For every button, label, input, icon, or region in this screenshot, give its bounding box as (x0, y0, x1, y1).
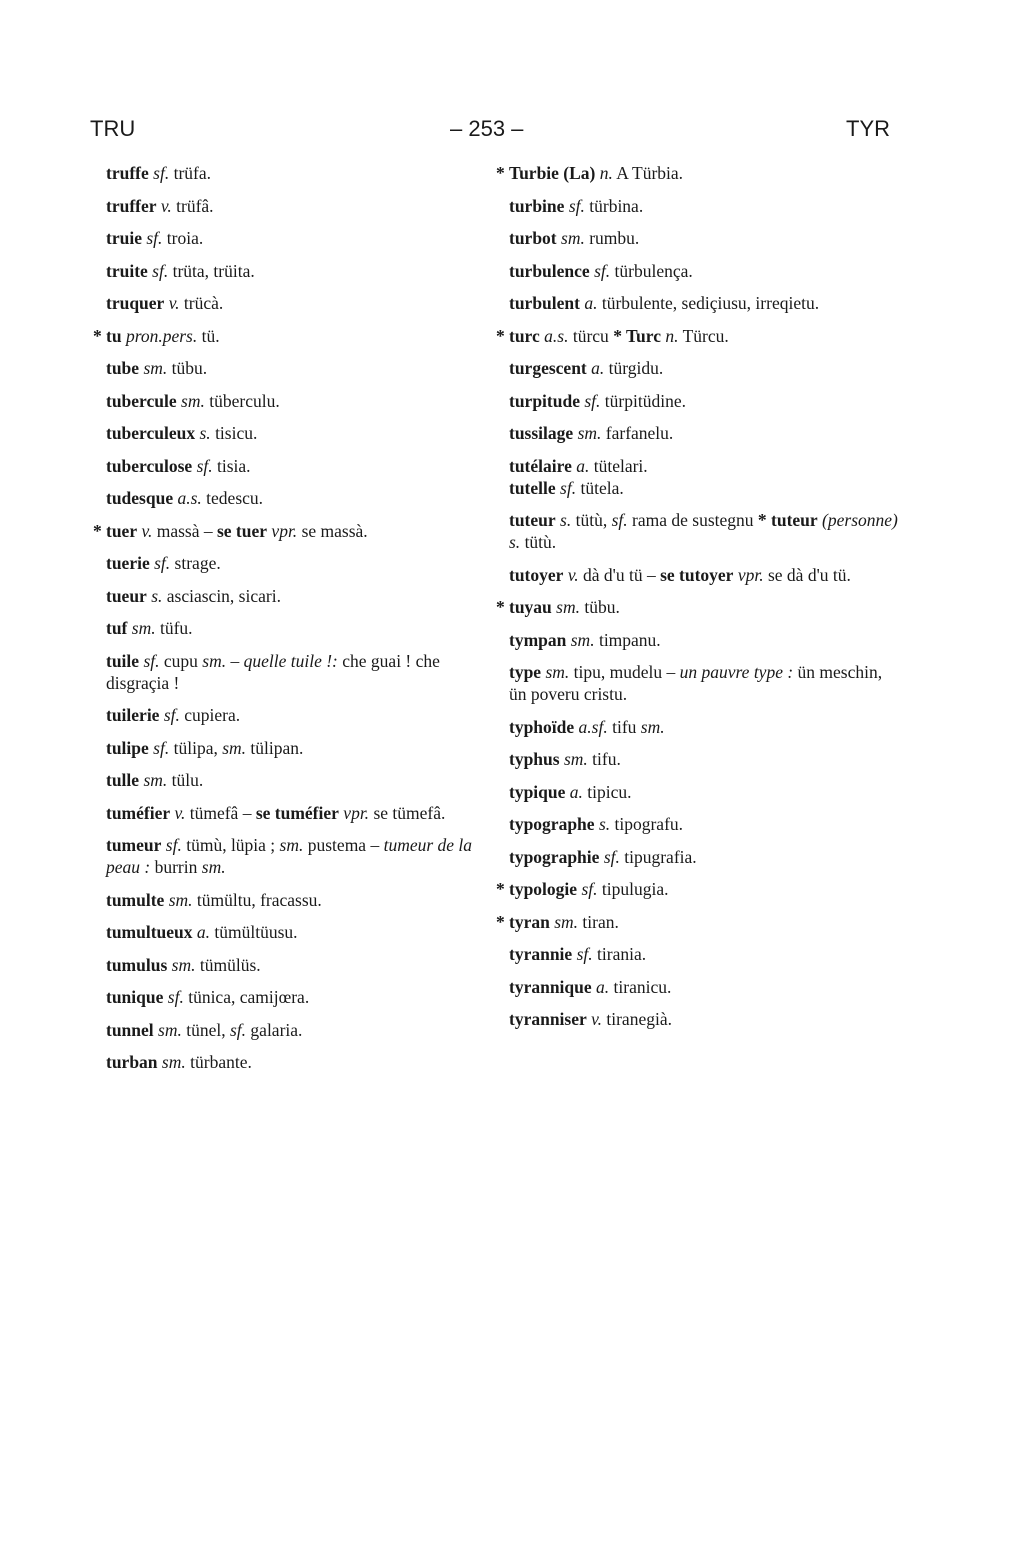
grammar-label: sm. (554, 911, 579, 932)
dictionary-entry (503, 227, 898, 249)
grammar-label: sm. (563, 749, 588, 769)
dictionary-entry (503, 260, 898, 282)
translation-text: tünica, camijœra. (183, 987, 310, 1007)
headword: tueur (106, 585, 147, 606)
dictionary-entry (100, 260, 485, 282)
translation-text: tümülüs. (195, 954, 261, 975)
grammar-label: sm. (161, 1052, 186, 1072)
translation-text: A Türbia. (612, 163, 684, 183)
translation-text: tütù. (520, 532, 557, 552)
grammar-label: sf. (152, 260, 169, 281)
grammar-label: sm. (279, 835, 304, 855)
headword: tuer (106, 520, 138, 541)
headword: tumultueux (106, 922, 193, 942)
dictionary-entry (100, 769, 485, 791)
grammar-label: vpr. (343, 802, 370, 823)
translation-text: rama de sustegnu (627, 510, 758, 530)
translation-text: se tümefâ. (369, 802, 446, 823)
dictionary-entry (503, 422, 898, 444)
translation-text: tiran. (578, 911, 619, 932)
dictionary-entry (503, 813, 898, 835)
translation-text: tisicu. (210, 423, 258, 443)
translation-text: strage. (170, 553, 221, 573)
running-head-right: TYR (846, 116, 890, 141)
dictionary-entry (100, 487, 485, 509)
headword: typhoïde (509, 716, 575, 737)
dictionary-entry (503, 195, 898, 217)
dictionary-entry (503, 357, 898, 379)
translation-text: tümù, lüpia ; (181, 835, 280, 855)
dictionary-entry (93, 520, 485, 542)
headword: * tuteur (757, 510, 818, 530)
headword: turban (106, 1052, 158, 1072)
grammar-label: s. (151, 585, 163, 606)
headword: tuméfier (106, 802, 171, 823)
dictionary-entry (100, 552, 485, 574)
translation-text: cupiera. (179, 705, 241, 725)
translation-text: tipicu. (582, 781, 632, 802)
headword: turbulence (509, 260, 590, 281)
grammar-label: sm. (545, 662, 570, 682)
headword: turgescent (509, 358, 587, 378)
translation-text: burrin (150, 857, 202, 877)
dictionary-entry (100, 1019, 485, 1041)
grammar-label: n. (599, 163, 613, 183)
grammar-label: sm. (201, 857, 226, 877)
dictionary-entry (100, 422, 485, 444)
dictionary-entry (100, 292, 485, 314)
dictionary-entry (100, 195, 485, 217)
headword: truffer (106, 195, 157, 216)
translation-text: tülipan. (246, 737, 304, 758)
dictionary-entry (503, 390, 898, 412)
grammar-label: sf. (611, 510, 628, 530)
translation-text: tümültüusu. (210, 922, 298, 942)
grammar-label: a. (591, 358, 605, 378)
dictionary-entry (100, 585, 485, 607)
headword: tuilerie (106, 705, 160, 725)
translation-text: tiranegià. (602, 1009, 672, 1029)
headword: truie (106, 228, 142, 248)
grammar-label: sm. (171, 954, 196, 975)
translation-text: tübu. (580, 597, 620, 617)
grammar-label: s. (199, 423, 211, 443)
page-header (90, 116, 890, 146)
grammar-label: sm. (222, 737, 247, 758)
grammar-label: sf. (165, 835, 182, 855)
grammar-label: sf. (196, 455, 213, 476)
translation-text: timpanu. (594, 629, 661, 650)
translation-text: tedescu. (201, 488, 264, 508)
grammar-label: sm. (168, 889, 193, 910)
translation-text: tütela. (576, 477, 624, 498)
headword: tyrannique (509, 976, 592, 997)
dictionary-entry (496, 162, 898, 184)
dictionary-entry (100, 802, 485, 824)
grammar-label: a. (584, 293, 598, 313)
headword: truquer (106, 293, 165, 313)
new-entry-marker: * (93, 325, 102, 346)
headword: se tuméfier (255, 802, 339, 823)
grammar-label: sm. (181, 390, 205, 411)
grammar-label: sf. (143, 650, 160, 671)
translation-text: tütù, (571, 510, 612, 530)
new-entry-marker: * (496, 879, 505, 899)
headword: tumulte (106, 889, 165, 910)
translation-text: türbulente, sediçiusu, irreqietu. (597, 293, 820, 313)
headword: tulle (106, 770, 140, 790)
headword: typologie (509, 879, 578, 899)
grammar-label: vpr. (737, 564, 764, 585)
translation-text: pustema – (303, 835, 384, 855)
running-head-left: TRU (90, 116, 136, 141)
grammar-label: sf. (153, 737, 170, 758)
dictionary-entry (503, 455, 898, 477)
headword: tumeur (106, 835, 162, 855)
translation-text: tünel, (181, 1019, 230, 1040)
grammar-label: a. (596, 976, 610, 997)
grammar-label: sf. (584, 390, 601, 411)
headword: tutoyer (509, 564, 564, 585)
headword: turbot (509, 228, 557, 248)
grammar-label: vpr. (271, 520, 298, 541)
translation-text: tifu. (587, 749, 621, 769)
grammar-label: pron.pers. (125, 325, 198, 346)
translation-text: Türcu. (678, 325, 729, 346)
headword: tussilage (509, 423, 574, 443)
grammar-label: v. (591, 1009, 602, 1029)
headword: * Turc (613, 325, 662, 346)
dictionary-entry (100, 889, 485, 911)
translation-text: dà d'u tü – (578, 564, 661, 585)
translation-text: tipugrafia. (619, 846, 697, 867)
new-entry-marker: * (93, 520, 102, 541)
dictionary-entry (100, 921, 485, 943)
grammar-label: sm. (143, 358, 168, 378)
translation-text: tiranicu. (609, 976, 672, 997)
grammar-label: sf. (153, 163, 170, 183)
headword: tuerie (106, 553, 150, 573)
grammar-label: a. (196, 922, 211, 942)
headword: tumulus (106, 954, 168, 975)
grammar-label: a.s. (177, 488, 202, 508)
grammar-label: sf. (576, 944, 593, 964)
dictionary-entry (503, 292, 898, 314)
translation-text: tümefâ – (185, 802, 256, 823)
headword: type (509, 662, 542, 682)
translation-text: tütelari. (589, 455, 648, 476)
dictionary-entry (100, 357, 485, 379)
grammar-label: tumeur de la peau : (106, 835, 473, 877)
grammar-label: sm. (556, 597, 580, 617)
dictionary-entry (503, 509, 898, 553)
grammar-label: sf. (229, 1019, 247, 1040)
translation-text: ün meschin, ün poveru cristu. (509, 662, 883, 704)
headword: tyranniser (509, 1009, 587, 1029)
headword: typhus (509, 749, 560, 769)
translation-text: tisia. (212, 455, 251, 476)
headword: tudesque (106, 488, 174, 508)
headword: tyrannie (509, 944, 573, 964)
headword: se tuer (216, 520, 268, 541)
headword: se tutoyer (660, 564, 734, 585)
headword: tunique (106, 987, 164, 1007)
grammar-label: sf. (560, 477, 577, 498)
dictionary-entry (100, 390, 485, 412)
translation-text: türbina. (584, 195, 644, 216)
dictionary-entry (503, 716, 898, 738)
grammar-label: sf. (146, 228, 163, 248)
dictionary-entry (503, 976, 898, 998)
grammar-label: sm. (202, 650, 227, 671)
grammar-label: n. (665, 325, 679, 346)
headword: tube (106, 358, 140, 378)
dictionary-entry (503, 748, 898, 770)
grammar-label: v. (567, 564, 579, 585)
grammar-label: sm. (561, 228, 585, 248)
translation-text: türcu (568, 325, 614, 346)
translation-text: tüberculu. (204, 390, 280, 411)
page-number: – 253 – (450, 116, 524, 141)
translation-text: troia. (162, 228, 204, 248)
headword: tuteur (509, 510, 556, 530)
headword: tunnel (106, 1019, 154, 1040)
grammar-label: sf. (163, 705, 180, 725)
headword: tubercule (106, 390, 177, 411)
translation-text: tülipa, (169, 737, 223, 758)
grammar-label: quelle tuile !: (243, 650, 338, 671)
translation-text: cupu (159, 650, 203, 671)
left-column (93, 162, 485, 1084)
grammar-label: sm. (143, 770, 168, 790)
new-entry-marker: * (496, 325, 505, 346)
new-entry-marker: * (496, 597, 505, 617)
grammar-label: v. (141, 520, 153, 541)
headword: tympan (509, 629, 567, 650)
translation-text: tülu. (167, 770, 204, 790)
translation-text: tü. (197, 325, 220, 346)
headword: Turbie (La) (509, 163, 596, 183)
headword: turbine (509, 195, 565, 216)
translation-text: tübu. (167, 358, 208, 378)
dictionary-entry (100, 737, 485, 759)
dictionary-entry (100, 617, 485, 639)
grammar-label: v. (160, 195, 172, 216)
translation-text: che guai ! che disgraçia ! (106, 650, 440, 693)
dictionary-entry (93, 325, 485, 347)
dictionary-entry (503, 629, 898, 651)
translation-text: galaria. (246, 1019, 303, 1040)
headword: tuberculeux (106, 423, 196, 443)
translation-text: tipu, mudelu – (569, 662, 680, 682)
dictionary-entry (100, 834, 485, 878)
translation-text: trücà. (179, 293, 224, 313)
translation-text: türgidu. (604, 358, 664, 378)
headword: turbulent (509, 293, 580, 313)
translation-text: türpitüdine. (600, 390, 686, 411)
new-entry-marker: * (496, 911, 505, 932)
headword: tu (106, 325, 122, 346)
grammar-label: un pauvre type : (679, 662, 794, 682)
translation-text: türbulença. (610, 260, 693, 281)
dictionary-entry (100, 227, 485, 249)
dictionary-entry (503, 564, 898, 586)
dictionary-entry (503, 846, 898, 868)
dictionary-entry (496, 596, 898, 618)
grammar-label: sf. (594, 260, 611, 281)
grammar-label: v. (174, 802, 186, 823)
grammar-label: sm. (577, 423, 602, 443)
translation-text: tirania. (592, 944, 647, 964)
grammar-label: v. (168, 293, 180, 313)
translation-text: tüfu. (155, 618, 193, 638)
headword: tutelle (509, 477, 556, 498)
grammar-label: sm. (131, 618, 156, 638)
headword: typique (509, 781, 566, 802)
grammar-label: (personne) (822, 510, 898, 530)
headword: typographe (509, 814, 595, 834)
headword: truffe (106, 163, 149, 183)
translation-text: tipografu. (610, 814, 684, 834)
headword: typographie (509, 846, 600, 867)
grammar-label: sf. (603, 846, 620, 867)
headword: tuf (106, 618, 128, 638)
translation-text: rumbu. (584, 228, 640, 248)
dictionary-entry (503, 781, 898, 803)
translation-text: tifu (607, 716, 641, 737)
translation-text: trüfâ. (171, 195, 214, 216)
grammar-label: s. (509, 532, 521, 552)
dictionary-entry (496, 878, 898, 900)
headword: tutélaire (509, 455, 572, 476)
headword: tyran (509, 911, 550, 932)
headword: tuyau (509, 597, 552, 617)
dictionary-entry (503, 943, 898, 965)
headword: turpitude (509, 390, 580, 411)
translation-text: farfanelu. (601, 423, 674, 443)
translation-text: tipulugia. (597, 879, 669, 899)
grammar-label: sm. (640, 716, 665, 737)
translation-text: trüfa. (169, 163, 211, 183)
grammar-label: sf. (154, 553, 171, 573)
grammar-label: sf. (581, 879, 598, 899)
grammar-label: a. (569, 781, 583, 802)
dictionary-entry (100, 704, 485, 726)
new-entry-marker: * (496, 163, 505, 183)
translation-text: asciascin, sicari. (162, 585, 281, 606)
grammar-label: sf. (167, 987, 184, 1007)
headword: tulipe (106, 737, 149, 758)
dictionary-entry (100, 650, 485, 694)
translation-text: türbante. (185, 1052, 252, 1072)
dictionary-entry (100, 986, 485, 1008)
translation-text: tümültu, fracassu. (192, 889, 322, 910)
headword: tuile (106, 650, 140, 671)
grammar-label: a. (576, 455, 590, 476)
headword: truite (106, 260, 148, 281)
dictionary-entry (100, 954, 485, 976)
dictionary-entry (496, 911, 898, 933)
translation-text: – (226, 650, 244, 671)
translation-text: massà – (152, 520, 217, 541)
dictionary-entry (100, 1051, 485, 1073)
grammar-label: sm. (570, 629, 595, 650)
translation-text: se dà d'u tü. (763, 564, 851, 585)
dictionary-entry (503, 661, 898, 705)
headword: turc (509, 325, 540, 346)
grammar-label: sf. (568, 195, 585, 216)
headword: tuberculose (106, 455, 193, 476)
dictionary-entry (496, 325, 898, 347)
grammar-label: s. (598, 814, 611, 834)
grammar-label: a.s. (544, 325, 569, 346)
dictionary-entry (100, 455, 485, 477)
dictionary-entry (503, 477, 898, 499)
translation-text: se massà. (297, 520, 368, 541)
right-column (496, 162, 898, 1041)
dictionary-entry (100, 162, 485, 184)
translation-text: trüta, trüita. (168, 260, 255, 281)
grammar-label: a.sf. (578, 716, 608, 737)
dictionary-entry (503, 1008, 898, 1030)
grammar-label: sm. (158, 1019, 182, 1040)
grammar-label: s. (560, 510, 572, 530)
